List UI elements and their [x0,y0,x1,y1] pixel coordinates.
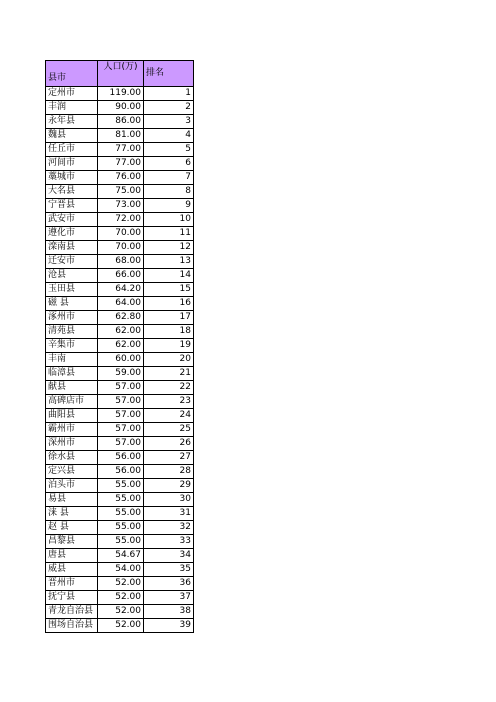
table-row [46,199,194,213]
cell-rank: 33 [144,535,194,549]
cell-rank: 10 [144,213,194,227]
cell-rank: 2 [144,101,194,115]
cell-county: 藁城市 [46,171,98,185]
table-row [46,605,194,619]
cell-rank: 17 [144,311,194,325]
cell-population: 52.00 [98,619,144,633]
cell-rank: 5 [144,143,194,157]
population-table-container [45,60,194,633]
cell-county: 深州市 [46,437,98,451]
cell-county: 滦南县 [46,241,98,255]
cell-rank: 24 [144,409,194,423]
cell-rank: 36 [144,577,194,591]
cell-rank: 9 [144,199,194,213]
cell-rank: 37 [144,591,194,605]
cell-county: 定兴县 [46,465,98,479]
table-row [46,549,194,563]
header-row [46,61,194,87]
cell-county: 围场自治县 [46,619,98,633]
cell-rank: 28 [144,465,194,479]
cell-rank: 23 [144,395,194,409]
table-row [46,437,194,451]
cell-county: 大名县 [46,185,98,199]
cell-county: 沧县 [46,269,98,283]
cell-rank: 35 [144,563,194,577]
cell-population: 70.00 [98,241,144,255]
table-body [46,87,194,633]
header-county: 县市 [46,61,98,87]
cell-population: 57.00 [98,437,144,451]
cell-county: 宁晋县 [46,199,98,213]
table-row [46,619,194,633]
cell-population: 66.00 [98,269,144,283]
cell-rank: 21 [144,367,194,381]
cell-population: 62.80 [98,311,144,325]
cell-county: 晋州市 [46,577,98,591]
cell-county: 清苑县 [46,325,98,339]
cell-rank: 20 [144,353,194,367]
cell-county: 河间市 [46,157,98,171]
table-row [46,591,194,605]
cell-population: 81.00 [98,129,144,143]
cell-rank: 26 [144,437,194,451]
cell-population: 54.00 [98,563,144,577]
cell-rank: 31 [144,507,194,521]
cell-population: 59.00 [98,367,144,381]
table-row [46,325,194,339]
table-row [46,367,194,381]
table-row [46,535,194,549]
cell-population: 64.00 [98,297,144,311]
table-row [46,521,194,535]
table-row [46,493,194,507]
cell-county: 涞 县 [46,507,98,521]
table-row [46,395,194,409]
cell-county: 迁安市 [46,255,98,269]
table-row [46,157,194,171]
cell-rank: 1 [144,87,194,101]
cell-county: 遵化市 [46,227,98,241]
table-row [46,143,194,157]
cell-population: 52.00 [98,605,144,619]
table-row [46,115,194,129]
cell-population: 75.00 [98,185,144,199]
cell-population: 64.20 [98,283,144,297]
cell-county: 昌黎县 [46,535,98,549]
cell-population: 62.00 [98,339,144,353]
cell-population: 55.00 [98,479,144,493]
table-row [46,227,194,241]
cell-rank: 16 [144,297,194,311]
table-row [46,185,194,199]
population-table [45,60,194,633]
cell-population: 56.00 [98,465,144,479]
cell-rank: 8 [144,185,194,199]
cell-rank: 15 [144,283,194,297]
cell-county: 威县 [46,563,98,577]
table-row [46,269,194,283]
cell-population: 86.00 [98,115,144,129]
table-row [46,241,194,255]
table-row [46,283,194,297]
cell-rank: 18 [144,325,194,339]
table-row [46,479,194,493]
cell-county: 赵 县 [46,521,98,535]
cell-county: 高碑店市 [46,395,98,409]
cell-population: 68.00 [98,255,144,269]
cell-population: 60.00 [98,353,144,367]
cell-rank: 4 [144,129,194,143]
cell-population: 57.00 [98,423,144,437]
cell-population: 57.00 [98,409,144,423]
cell-population: 77.00 [98,157,144,171]
cell-population: 90.00 [98,101,144,115]
cell-county: 辛集市 [46,339,98,353]
cell-population: 52.00 [98,577,144,591]
table-row [46,563,194,577]
cell-county: 唐县 [46,549,98,563]
cell-county: 曲阳县 [46,409,98,423]
cell-county: 定州市 [46,87,98,101]
header-population: 人口(万) [98,61,144,87]
cell-rank: 34 [144,549,194,563]
table-row [46,339,194,353]
cell-rank: 14 [144,269,194,283]
table-row [46,129,194,143]
table-row [46,255,194,269]
cell-population: 52.00 [98,591,144,605]
cell-population: 54.67 [98,549,144,563]
cell-rank: 19 [144,339,194,353]
cell-rank: 38 [144,605,194,619]
cell-population: 57.00 [98,395,144,409]
cell-county: 抚宁县 [46,591,98,605]
cell-county: 泊头市 [46,479,98,493]
cell-population: 55.00 [98,535,144,549]
cell-population: 55.00 [98,521,144,535]
cell-county: 青龙自治县 [46,605,98,619]
cell-rank: 32 [144,521,194,535]
cell-county: 临漳县 [46,367,98,381]
cell-rank: 39 [144,619,194,633]
cell-county: 玉田县 [46,283,98,297]
table-row [46,213,194,227]
table-row [46,381,194,395]
cell-county: 魏县 [46,129,98,143]
table-row [46,311,194,325]
table-row [46,451,194,465]
table-row [46,101,194,115]
cell-rank: 25 [144,423,194,437]
cell-rank: 13 [144,255,194,269]
table-row [46,423,194,437]
cell-rank: 27 [144,451,194,465]
cell-county: 涿州市 [46,311,98,325]
cell-rank: 6 [144,157,194,171]
table-row [46,465,194,479]
cell-county: 丰南 [46,353,98,367]
cell-county: 磁 县 [46,297,98,311]
cell-population: 55.00 [98,507,144,521]
cell-population: 119.00 [98,87,144,101]
cell-rank: 11 [144,227,194,241]
cell-county: 徐水县 [46,451,98,465]
table-row [46,409,194,423]
cell-rank: 30 [144,493,194,507]
table-row [46,577,194,591]
cell-county: 霸州市 [46,423,98,437]
table-row [46,353,194,367]
cell-county: 易县 [46,493,98,507]
cell-population: 72.00 [98,213,144,227]
cell-rank: 7 [144,171,194,185]
cell-population: 55.00 [98,493,144,507]
cell-county: 永年县 [46,115,98,129]
cell-population: 56.00 [98,451,144,465]
cell-population: 57.00 [98,381,144,395]
table-row [46,507,194,521]
table-row [46,171,194,185]
cell-county: 献县 [46,381,98,395]
cell-county: 武安市 [46,213,98,227]
cell-population: 77.00 [98,143,144,157]
cell-county: 任丘市 [46,143,98,157]
cell-population: 70.00 [98,227,144,241]
cell-rank: 12 [144,241,194,255]
cell-rank: 22 [144,381,194,395]
cell-population: 62.00 [98,325,144,339]
header-rank: 排名 [144,61,194,87]
table-row [46,297,194,311]
cell-population: 76.00 [98,171,144,185]
cell-rank: 3 [144,115,194,129]
cell-county: 丰润 [46,101,98,115]
cell-rank: 29 [144,479,194,493]
cell-population: 73.00 [98,199,144,213]
table-row [46,87,194,101]
